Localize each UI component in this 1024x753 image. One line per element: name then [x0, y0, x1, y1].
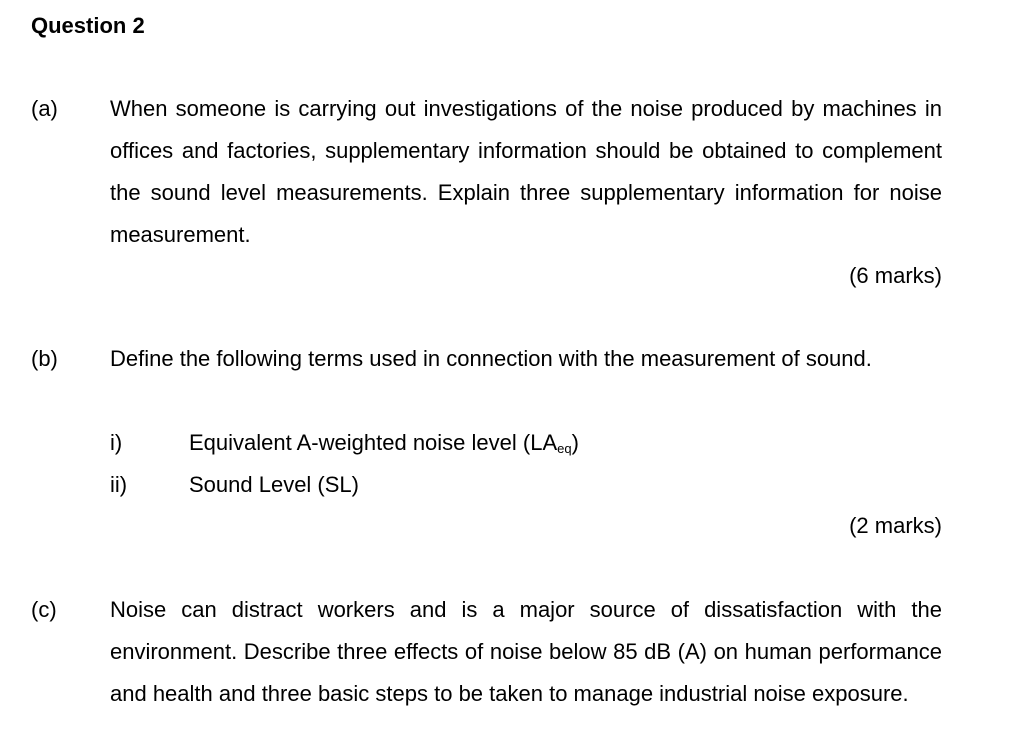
- part-b-item-2-number: ii): [110, 472, 128, 497]
- part-b-marks: (2 marks): [849, 513, 942, 538]
- part-a-marks: (6 marks): [849, 263, 942, 288]
- part-b-label: (b): [31, 346, 58, 371]
- part-a-label: (a): [31, 96, 58, 121]
- part-b-item-1-text-after: ): [571, 430, 579, 455]
- part-c-text: Noise can distract workers and is a major source of dissatisfaction with the environment. Describe three effects of noise below 85 dB (A) on human performance and health and three basic steps to be taken to manage industrial noise exposure.: [110, 597, 942, 706]
- part-b-text: Define the following terms used in connection with the measurement of sound.: [110, 346, 872, 371]
- part-b-item-2-text: Sound Level (SL): [189, 472, 359, 497]
- part-b-item-1-subscript: eq: [557, 441, 572, 456]
- part-b-item-1-text-before: Equivalent A-weighted noise level (LA: [189, 430, 558, 455]
- part-c-label: (c): [31, 597, 57, 622]
- part-b-item-1-text: [189, 429, 579, 463]
- question-title: Question 2: [31, 13, 145, 38]
- part-a-text: When someone is carrying out investigations of the noise produced by machines in offices and factories, supplementary information should be obtained to complement the sound level measurements. Explain three supplementary information for noise measurement.: [110, 96, 942, 247]
- part-b-item-1-number: i): [110, 430, 123, 455]
